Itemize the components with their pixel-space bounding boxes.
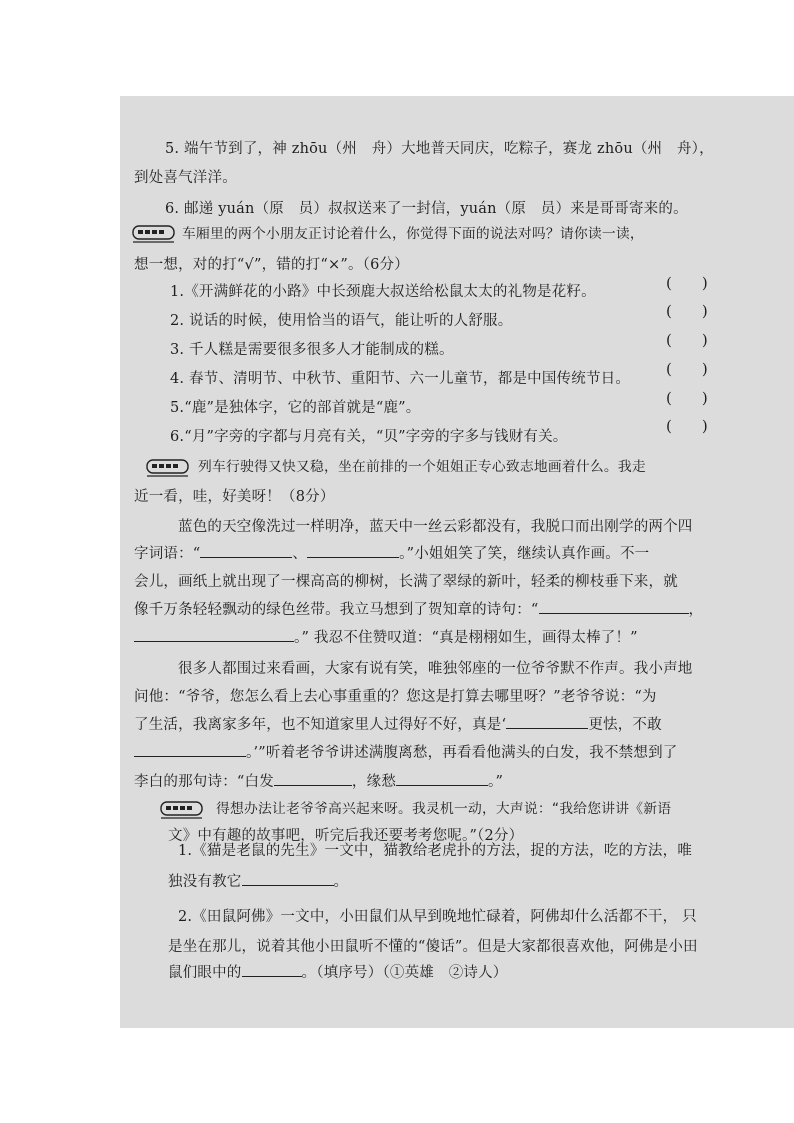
story-para-2-line-5: 李白的那句诗：“白发 ，缘愁 。” (134, 771, 503, 793)
reading-q1: 1.《猫是老鼠的先生》一文中，猫教给老虎扑的方法，捉的方法，吃的方法，唯 (178, 843, 693, 859)
reading-q2-line-3: 鼠们眼中的 。（填序号）（①英雄 ②诗人） (168, 962, 508, 984)
exam-sheet (120, 96, 794, 1028)
fill-blank[interactable] (396, 771, 488, 786)
judge-item-4: 4. 春节、清明节、中秋节、重阳节、六一儿童节，都是中国传统节日。 (170, 371, 631, 387)
story-para-2-line-2: 问他：“爷爷，您怎么看上去心事重重的？您这是打算去哪里呀？”老爷爷说：“为 (134, 689, 657, 705)
section-story-intro-cont: 近一看，哇，好美呀！（8分） (134, 489, 335, 505)
judge-item-1: 1.《开满鲜花的小路》中长颈鹿大叔送给松鼠太太的礼物是花籽。 (170, 284, 596, 300)
fill-blank[interactable] (242, 962, 302, 977)
story-para-1: 蓝色的天空像洗过一样明净，蓝天中一丝云彩都没有，我脱口而出刚学的两个四 (178, 519, 693, 535)
fill-blank[interactable] (539, 599, 689, 614)
section-reading-intro: 得想办法让老爷爷高兴起来呀。我灵机一动，大声说：“我给您讲讲《新语 (216, 801, 672, 817)
answer-paren-3[interactable]: ( ) (666, 331, 708, 349)
story-para-1-line-4: 像千万条轻轻飘动的绿色丝带。我立马想到了贺知章的诗句：“ ， (134, 599, 703, 621)
train-icon (146, 458, 190, 478)
fill-blank[interactable] (134, 742, 246, 757)
fill-blank[interactable] (200, 543, 292, 558)
story-para-2: 很多人都围过来看画，大家有说有笑，唯独邻座的一位爷爷默不作声。我小声地 (178, 661, 693, 677)
fill-blank[interactable] (134, 627, 294, 642)
section-story-intro: 列车行驶得又快又稳，坐在前排的一个姐姐正专心致志地画着什么。我走 (198, 459, 646, 475)
reading-q2: 2.《田鼠阿佛》一文中，小田鼠们从早到晚地忙碌着，阿佛却什么活都不干， 只 (178, 909, 697, 925)
answer-paren-2[interactable]: ( ) (666, 302, 708, 320)
line-q6: 6. 邮递 yuán（原 员）叔叔送来了一封信，yuán（原 员）来是哥哥寄来的。 (165, 201, 688, 217)
answer-paren-6[interactable]: ( ) (666, 417, 708, 435)
fill-blank[interactable] (242, 871, 334, 886)
reading-q1-line-2: 独没有教它 。 (168, 871, 348, 893)
judge-item-3: 3. 千人糕是需要很多很多人才能制成的糕。 (170, 342, 454, 358)
train-icon (132, 224, 176, 244)
story-para-1-line-5: 。” 我忍不住赞叹道：“真是栩栩如生，画得太棒了！” (134, 627, 638, 649)
fill-blank[interactable] (274, 771, 352, 786)
fill-blank[interactable] (506, 714, 588, 729)
story-para-1-line-3: 会儿，画纸上就出现了一棵高高的柳树，长满了翠绿的新叶，轻柔的柳枝垂下来，就 (134, 574, 678, 590)
story-para-2-line-4: 。’”听着老爷爷讲述满腹离愁，再看看他满头的白发，我不禁想到了 (134, 742, 677, 764)
story-para-2-line-3: 了生活，我离家多年，也不知道家里人过得好不好，真是‘ 更怯，不敢 (134, 714, 662, 736)
story-para-1-line-2: 字词语：“ 、 。”小姐姐笑了笑，继续认真作画。不一 (134, 543, 649, 565)
judge-item-5: 5.“鹿”是独体字，它的部首就是“鹿”。 (170, 400, 421, 416)
line-q5-cont: 到处喜气洋洋。 (134, 170, 237, 186)
section-judge-intro: 车厢里的两个小朋友正讨论着什么，你觉得下面的说法对吗？请你读一读， (182, 226, 644, 242)
section-judge-intro-cont: 想一想，对的打“√”，错的打“×”。（6分） (134, 257, 409, 273)
answer-paren-4[interactable]: ( ) (666, 360, 708, 378)
answer-paren-5[interactable]: ( ) (666, 389, 708, 407)
judge-item-6: 6.“月”字旁的字都与月亮有关，“贝”字旁的字多与钱财有关。 (170, 429, 568, 445)
fill-blank[interactable] (307, 543, 399, 558)
section-reading-intro-cont: 文》中有趣的故事吧，听完后我还要考考您呢。”（2分） (168, 828, 524, 844)
train-icon (160, 800, 204, 820)
answer-paren-1[interactable]: ( ) (666, 274, 708, 292)
reading-q2-line-2: 是坐在那儿，说着其他小田鼠听不懂的“傻话”。但是大家都很喜欢他，阿佛是小田 (168, 939, 698, 955)
line-q5: 5. 端午节到了，神 zhōu（州 舟）大地普天同庆，吃粽子，赛龙 zhōu（州 舟）， (165, 141, 714, 157)
judge-item-2: 2. 说话的时候，使用恰当的语气，能让听的人舒服。 (170, 313, 513, 329)
